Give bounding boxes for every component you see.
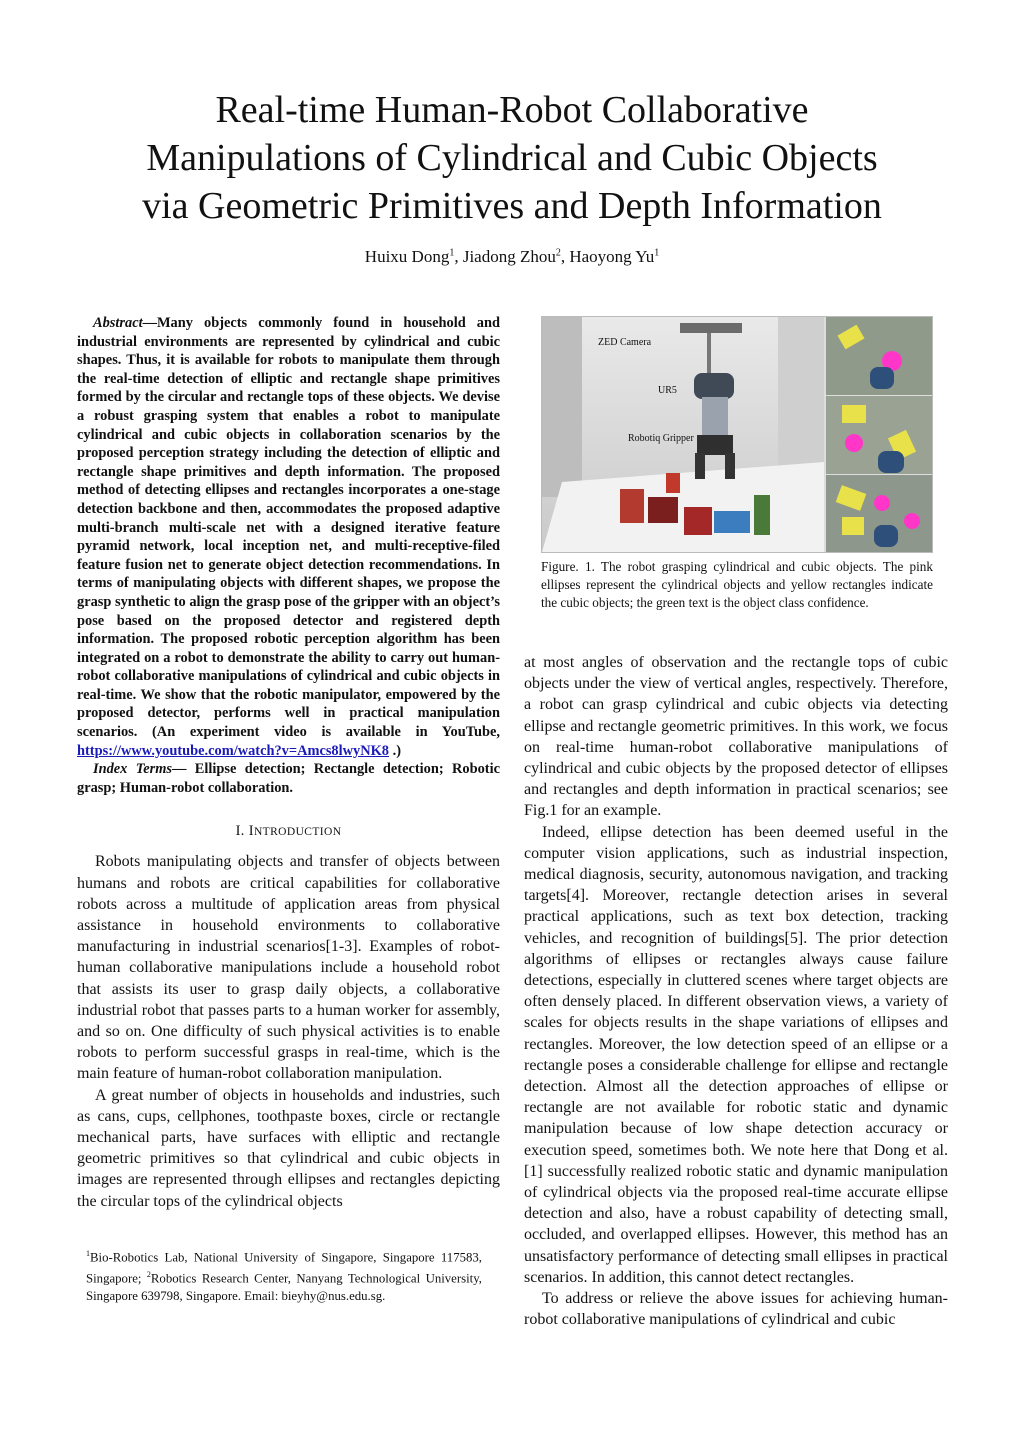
object-bottle	[754, 495, 770, 535]
detected-ellipse	[874, 495, 890, 511]
section-title-rest: NTRODUCTION	[253, 826, 342, 839]
section-numeral: I.	[235, 823, 245, 840]
figure-1-illustration	[542, 317, 932, 552]
detected-ellipse	[845, 434, 863, 452]
detected-rectangle	[842, 517, 864, 535]
right-paragraph-2: Indeed, ellipse detection has been deemed useful in the computer vision applications, such as industrial inspection, medical diagnosis, security, autonomous navigation, and tracking targets[4]. Moreover, rectangle detection arises in several practical applications, such as text box detection, tracking vehicles, and recognition of buildings[5]. The prior detection algorithms of ellipses or rectangles always cause failure detections, especially in cluttered scenes where target objects are often densely placed. In different observation views, a variety of scales for objects results in the shape variations of ellipses and rectangles. Moreover, the low detection speed of an ellipse or a rectangle poses a considerable challenge for ellipse and rectangle detection. Almost all the detection approaches of ellipse or rectangle are not available for robotic static and dynamic manipulation because of low shape detection accuracy or execution speed, sometimes both. We note here that Dong et al.[1] successfully realized robotic static and dynamic manipulation of cylindrical objects via the proposed real-time accurate ellipse detection and also, have a robust capability of detecting small, occluded, and overlapped ellipses. However, this method has an unsatisfactory performance of detecting small ellipses in practical scenarios. In addition, this cannot detect rectangles.	[524, 823, 948, 1286]
gripper-view	[878, 451, 904, 473]
author-name: Huixu Dong	[364, 247, 450, 266]
author-affiliation-mark: 2	[555, 247, 561, 259]
figure-1-caption: Figure. 1. The robot grasping cylindrical and cubic objects. The pink ellipses represent the cylindrical objects and yellow rectangles indicate the cubic objects; the green text is the object class confidence.	[541, 559, 933, 610]
title-line-3: via Geometric Primitives and Depth Information	[142, 185, 882, 227]
footnote-mark: 1	[86, 1249, 90, 1258]
section-heading-introduction	[77, 821, 500, 843]
abstract-dash: —	[142, 315, 157, 331]
detected-rectangle	[842, 405, 866, 423]
title-line-1: Real-time Human-Robot Collaborative	[215, 89, 809, 131]
figure-1	[541, 316, 933, 553]
gripper-body	[697, 435, 733, 455]
right-paragraph-1: at most angles of observation and the rectangle tops of cubic objects under the view of vertical angles, respectively. Therefore, a robot can grasp cylindrical and cubic objects via detecting ellipse and rectangle geometric primitives. In this work, we focus on real-time human-robot collaborative manipulations of cylindrical and cubic objects by the proposed detector of ellipses and rectangles and depth information in practical scenarios; see Fig.1 for an example.	[524, 654, 948, 820]
affiliation-footnote	[86, 1245, 482, 1305]
section-first-letter: I	[248, 823, 254, 840]
index-terms	[77, 760, 500, 797]
gripper-finger-left	[695, 453, 705, 479]
label-ur5: UR5	[658, 385, 677, 396]
left-column	[77, 314, 500, 1212]
robot-arm	[702, 397, 728, 439]
robot-joint	[694, 373, 734, 399]
author-name: Haoyong Yu	[569, 247, 655, 266]
object-box	[648, 497, 678, 523]
gripper-view	[870, 367, 894, 389]
object-toothpaste-box	[714, 511, 750, 533]
abstract-label: Abstract	[93, 315, 143, 331]
gripper-view	[874, 525, 898, 547]
author-affiliation-mark: 1	[449, 247, 455, 259]
right-paragraph-3: To address or relieve the above issues for achieving human-robot collaborative manipulations of cylindrical and cubic	[524, 1290, 948, 1329]
paper-title	[60, 86, 964, 230]
author-affiliation-mark: 1	[654, 247, 660, 259]
intro-paragraph-2: A great number of objects in households and industries, such as cans, cups, cellphones, toothpaste boxes, circle or rectangle mechanical parts, have surfaces with elliptic and rectangle geometric primitives so that cylindrical and cubic objects in images are represented through ellipses and rectangles depicting the circular tops of the cylindrical objects	[77, 1086, 500, 1210]
object-cup	[684, 507, 712, 535]
label-zed-camera: ZED Camera	[598, 337, 652, 348]
video-link[interactable]: https://www.youtube.com/watch?v=Amcs8lwyNK8	[77, 742, 389, 759]
zed-camera	[680, 323, 742, 333]
detected-ellipse	[904, 513, 920, 529]
author-name: Jiadong Zhou	[462, 247, 556, 266]
right-column	[524, 652, 948, 1331]
shelf-left	[542, 317, 582, 497]
abstract-tail: .)	[392, 742, 401, 759]
object-small-can	[666, 473, 680, 493]
camera-mount	[707, 333, 711, 373]
author-list: Huixu Dong$^1$, Jiadong Zhou$^2$, Haoyong Yu$^1$	[364, 247, 660, 266]
abstract-text: Many objects commonly found in household and industrial environments are represented by cylindrical and cubic shapes. Thus, it is available for robots to manipulate them through the real-time detection of elliptic and rectangle shape primitives formed by the circular and rectangle tops of these objects. We devise a robust grasping system that enables a robot to manipulate cylindrical and cubic objects in collaboration scenarios by the proposed perception strategy including the detection of elliptic and rectangle shape primitives and depth information. The proposed method of detecting ellipses and rectangles incorporates a one-stage detection backbone and then, accommodates the proposed adaptive multi-branch multi-scale net with a designed iterative feature pyramid network, local inception net, and multi-receptive-filed feature fusion net to generate object detection recommendations. In terms of manipulating objects with different shapes, we propose the grasp synthetic to align the grasp pose of the gripper with an object’s pose based on the proposed detector and registered depth information. The proposed robotic perception algorithm has been integrated on a robot to demonstrate the ability to carry out human-robot collaborative manipulations of cylindrical and cubic objects in real-time. We show that the robotic manipulator, empowered by the proposed detector, performs well in practical manipulation scenarios. (An experiment video is available in YouTube,	[77, 315, 500, 741]
abstract	[77, 314, 500, 760]
index-terms-dash: —	[172, 761, 187, 778]
title-line-2: Manipulations of Cylindrical and Cubic Objects	[146, 137, 878, 179]
footnote-text: Robotics Research Center, Nanyang Technological University, Singapore 639798, Singapore. Email: bieyhy@nus.edu.sg.	[86, 1271, 482, 1303]
object-can	[620, 489, 644, 523]
intro-paragraph-1: Robots manipulating objects and transfer of objects between humans and robots are critical capabilities for collaborative robots across a multitude of application areas from physical assistance in household environments to collaborative manufacturing in industrial scenarios[1-3]. Examples of robot-human collaborative manipulations include a household robot that assists its user to grasp daily objects, a collaborative industrial robot that passes parts to a human worker for assembly, and so on. One difficulty of such physical activities is to enable robots to perform successful grasps in real-time, which is the main feature of human-robot collaboration manipulation.	[77, 853, 500, 1083]
footnote-text: Bio-Robotics Lab, National University of Singapore, Singapore 117583, Singapore;	[86, 1250, 482, 1286]
gripper-finger-right	[725, 453, 735, 479]
index-terms-label: Index Terms	[93, 761, 172, 778]
label-robotiq-gripper: Robotiq Gripper	[628, 433, 694, 444]
index-terms-text: Ellipse detection; Rectangle detection; Robotic grasp; Human-robot collaboration.	[77, 761, 500, 796]
footnote-mark: 2	[146, 1270, 151, 1280]
